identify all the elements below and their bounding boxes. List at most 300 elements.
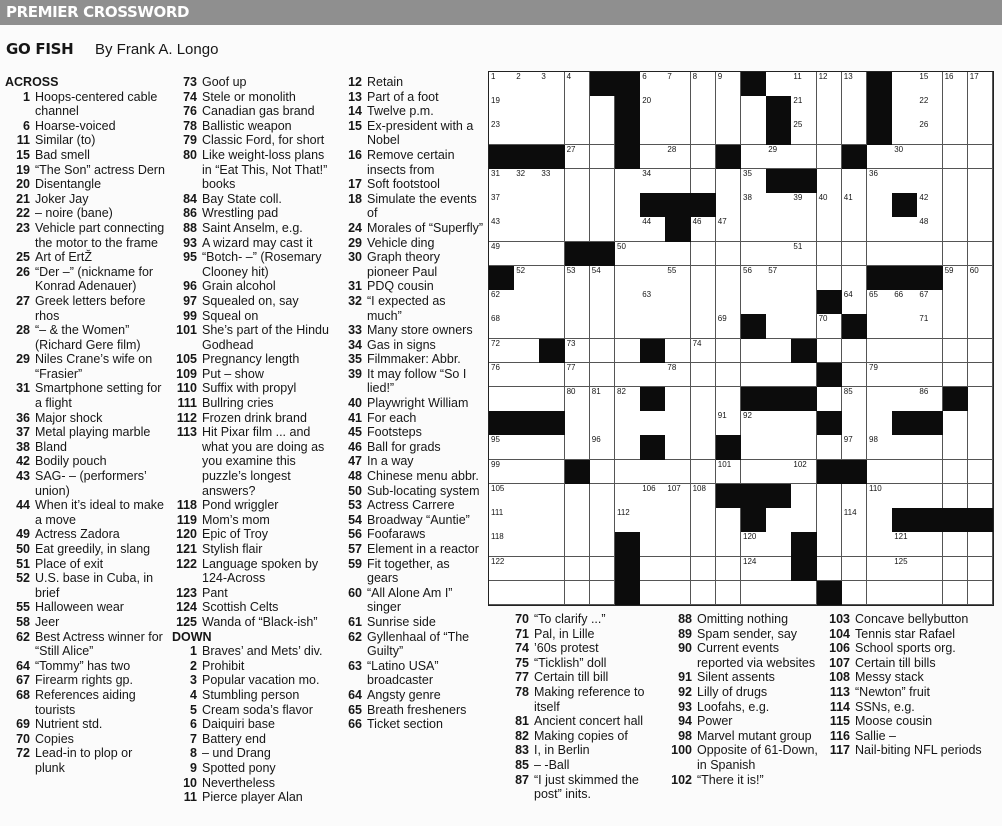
grid-cell[interactable] (489, 314, 515, 339)
grid-cell[interactable] (640, 145, 666, 170)
grid-cell[interactable] (691, 266, 717, 291)
grid-cell[interactable] (968, 145, 994, 170)
grid-cell[interactable] (615, 266, 641, 291)
grid-cell[interactable] (716, 387, 742, 412)
grid-cell[interactable] (791, 460, 817, 485)
grid-cell[interactable] (691, 96, 717, 121)
grid-cell[interactable] (943, 484, 969, 509)
grid-cell[interactable] (943, 460, 969, 485)
grid-cell[interactable] (741, 460, 767, 485)
grid-cell[interactable] (817, 266, 843, 291)
grid-cell[interactable] (640, 169, 666, 194)
grid-cell[interactable] (892, 290, 918, 315)
grid-cell[interactable] (741, 557, 767, 582)
grid-cell[interactable] (565, 411, 591, 436)
grid-cell[interactable] (791, 435, 817, 460)
grid-cell[interactable] (489, 532, 515, 557)
grid-cell[interactable] (766, 532, 792, 557)
grid-cell[interactable] (716, 266, 742, 291)
grid-cell[interactable] (514, 532, 540, 557)
grid-cell[interactable] (665, 532, 691, 557)
grid-cell[interactable] (640, 266, 666, 291)
grid-cell[interactable] (892, 169, 918, 194)
grid-cell[interactable] (791, 411, 817, 436)
grid-cell[interactable] (892, 557, 918, 582)
grid-cell[interactable] (766, 411, 792, 436)
grid-cell[interactable] (766, 363, 792, 388)
grid-cell[interactable] (640, 508, 666, 533)
grid-cell[interactable] (791, 96, 817, 121)
grid-cell[interactable] (665, 435, 691, 460)
grid-cell[interactable] (489, 460, 515, 485)
grid-cell[interactable] (716, 193, 742, 218)
grid-cell[interactable] (514, 484, 540, 509)
grid-cell[interactable] (640, 242, 666, 267)
grid-cell[interactable] (615, 363, 641, 388)
grid-cell[interactable] (968, 435, 994, 460)
grid-cell[interactable] (791, 120, 817, 145)
grid-cell[interactable] (539, 266, 565, 291)
grid-cell[interactable] (514, 217, 540, 242)
grid-cell[interactable] (842, 217, 868, 242)
grid-cell[interactable] (565, 363, 591, 388)
grid-cell[interactable] (943, 557, 969, 582)
grid-cell[interactable] (968, 314, 994, 339)
grid-cell[interactable] (867, 581, 893, 606)
grid-cell[interactable] (565, 193, 591, 218)
grid-cell[interactable] (817, 339, 843, 364)
grid-cell[interactable] (539, 460, 565, 485)
grid-cell[interactable] (590, 387, 616, 412)
grid-cell[interactable] (892, 217, 918, 242)
grid-cell[interactable] (817, 387, 843, 412)
grid-cell[interactable] (968, 460, 994, 485)
grid-cell[interactable] (640, 532, 666, 557)
grid-cell[interactable] (640, 290, 666, 315)
grid-cell[interactable] (716, 581, 742, 606)
grid-cell[interactable] (917, 72, 943, 97)
grid-cell[interactable] (968, 290, 994, 315)
grid-cell[interactable] (766, 72, 792, 97)
grid-cell[interactable] (791, 266, 817, 291)
grid-cell[interactable] (867, 145, 893, 170)
grid-cell[interactable] (842, 411, 868, 436)
grid-cell[interactable] (615, 387, 641, 412)
grid-cell[interactable] (892, 72, 918, 97)
grid-cell[interactable] (590, 266, 616, 291)
grid-cell[interactable] (615, 508, 641, 533)
grid-cell[interactable] (665, 557, 691, 582)
grid-cell[interactable] (766, 145, 792, 170)
grid-cell[interactable] (716, 72, 742, 97)
grid-cell[interactable] (968, 96, 994, 121)
grid-cell[interactable] (817, 242, 843, 267)
grid-cell[interactable] (968, 363, 994, 388)
grid-cell[interactable] (489, 581, 515, 606)
grid-cell[interactable] (691, 435, 717, 460)
grid-cell[interactable] (943, 290, 969, 315)
grid-cell[interactable] (691, 532, 717, 557)
grid-cell[interactable] (917, 242, 943, 267)
grid-cell[interactable] (716, 314, 742, 339)
grid-cell[interactable] (665, 314, 691, 339)
grid-cell[interactable] (615, 314, 641, 339)
grid-cell[interactable] (665, 484, 691, 509)
grid-cell[interactable] (716, 217, 742, 242)
grid-cell[interactable] (565, 290, 591, 315)
grid-cell[interactable] (691, 120, 717, 145)
grid-cell[interactable] (590, 339, 616, 364)
grid-cell[interactable] (917, 387, 943, 412)
grid-cell[interactable] (968, 411, 994, 436)
grid-cell[interactable] (565, 72, 591, 97)
grid-cell[interactable] (565, 145, 591, 170)
grid-cell[interactable] (565, 581, 591, 606)
grid-cell[interactable] (968, 169, 994, 194)
grid-cell[interactable] (741, 145, 767, 170)
grid-cell[interactable] (791, 217, 817, 242)
grid-cell[interactable] (892, 363, 918, 388)
grid-cell[interactable] (817, 169, 843, 194)
grid-cell[interactable] (514, 242, 540, 267)
grid-cell[interactable] (917, 193, 943, 218)
grid-cell[interactable] (817, 435, 843, 460)
grid-cell[interactable] (943, 314, 969, 339)
grid-cell[interactable] (716, 460, 742, 485)
grid-cell[interactable] (867, 484, 893, 509)
grid-cell[interactable] (665, 581, 691, 606)
grid-cell[interactable] (539, 581, 565, 606)
grid-cell[interactable] (892, 435, 918, 460)
grid-cell[interactable] (766, 242, 792, 267)
grid-cell[interactable] (565, 339, 591, 364)
grid-cell[interactable] (766, 314, 792, 339)
grid-cell[interactable] (943, 120, 969, 145)
grid-cell[interactable] (665, 96, 691, 121)
grid-cell[interactable] (817, 532, 843, 557)
grid-cell[interactable] (590, 314, 616, 339)
grid-cell[interactable] (817, 557, 843, 582)
grid-cell[interactable] (590, 435, 616, 460)
grid-cell[interactable] (716, 532, 742, 557)
grid-cell[interactable] (539, 242, 565, 267)
grid-cell[interactable] (741, 169, 767, 194)
grid-cell[interactable] (842, 120, 868, 145)
grid-cell[interactable] (691, 581, 717, 606)
grid-cell[interactable] (565, 387, 591, 412)
grid-cell[interactable] (741, 120, 767, 145)
grid-cell[interactable] (892, 145, 918, 170)
grid-cell[interactable] (489, 557, 515, 582)
grid-cell[interactable] (842, 242, 868, 267)
grid-cell[interactable] (539, 387, 565, 412)
grid-cell[interactable] (691, 387, 717, 412)
grid-cell[interactable] (539, 217, 565, 242)
grid-cell[interactable] (791, 72, 817, 97)
grid-cell[interactable] (741, 435, 767, 460)
grid-cell[interactable] (514, 290, 540, 315)
grid-cell[interactable] (968, 484, 994, 509)
grid-cell[interactable] (565, 557, 591, 582)
grid-cell[interactable] (817, 217, 843, 242)
grid-cell[interactable] (590, 96, 616, 121)
grid-cell[interactable] (791, 193, 817, 218)
grid-cell[interactable] (968, 266, 994, 291)
grid-cell[interactable] (968, 217, 994, 242)
grid-cell[interactable] (489, 387, 515, 412)
grid-cell[interactable] (817, 314, 843, 339)
grid-cell[interactable] (842, 508, 868, 533)
grid-cell[interactable] (590, 169, 616, 194)
grid-cell[interactable] (892, 242, 918, 267)
grid-cell[interactable] (665, 266, 691, 291)
grid-cell[interactable] (590, 532, 616, 557)
grid-cell[interactable] (640, 581, 666, 606)
grid-cell[interactable] (817, 72, 843, 97)
grid-cell[interactable] (539, 484, 565, 509)
grid-cell[interactable] (514, 339, 540, 364)
grid-cell[interactable] (817, 193, 843, 218)
grid-cell[interactable] (665, 290, 691, 315)
grid-cell[interactable] (892, 120, 918, 145)
grid-cell[interactable] (791, 242, 817, 267)
grid-cell[interactable] (489, 484, 515, 509)
grid-cell[interactable] (640, 314, 666, 339)
grid-cell[interactable] (489, 217, 515, 242)
grid-cell[interactable] (615, 169, 641, 194)
grid-cell[interactable] (640, 217, 666, 242)
grid-cell[interactable] (716, 508, 742, 533)
grid-cell[interactable] (741, 217, 767, 242)
grid-cell[interactable] (489, 363, 515, 388)
grid-cell[interactable] (691, 169, 717, 194)
grid-cell[interactable] (968, 387, 994, 412)
grid-cell[interactable] (867, 169, 893, 194)
grid-cell[interactable] (766, 339, 792, 364)
grid-cell[interactable] (943, 581, 969, 606)
grid-cell[interactable] (640, 460, 666, 485)
grid-cell[interactable] (968, 72, 994, 97)
grid-cell[interactable] (968, 193, 994, 218)
grid-cell[interactable] (791, 314, 817, 339)
grid-cell[interactable] (716, 242, 742, 267)
grid-cell[interactable] (691, 411, 717, 436)
grid-cell[interactable] (539, 169, 565, 194)
grid-cell[interactable] (943, 266, 969, 291)
grid-cell[interactable] (539, 290, 565, 315)
grid-cell[interactable] (565, 508, 591, 533)
grid-cell[interactable] (539, 532, 565, 557)
grid-cell[interactable] (817, 120, 843, 145)
grid-cell[interactable] (842, 72, 868, 97)
grid-cell[interactable] (665, 72, 691, 97)
grid-cell[interactable] (615, 217, 641, 242)
grid-cell[interactable] (640, 557, 666, 582)
grid-cell[interactable] (867, 314, 893, 339)
grid-cell[interactable] (867, 435, 893, 460)
grid-cell[interactable] (842, 266, 868, 291)
grid-cell[interactable] (791, 484, 817, 509)
grid-cell[interactable] (590, 145, 616, 170)
grid-cell[interactable] (539, 72, 565, 97)
grid-cell[interactable] (741, 242, 767, 267)
grid-cell[interactable] (917, 532, 943, 557)
grid-cell[interactable] (489, 96, 515, 121)
grid-cell[interactable] (590, 508, 616, 533)
grid-cell[interactable] (766, 193, 792, 218)
grid-cell[interactable] (842, 581, 868, 606)
grid-cell[interactable] (716, 557, 742, 582)
grid-cell[interactable] (766, 460, 792, 485)
grid-cell[interactable] (514, 193, 540, 218)
grid-cell[interactable] (917, 314, 943, 339)
grid-cell[interactable] (842, 169, 868, 194)
grid-cell[interactable] (741, 266, 767, 291)
grid-cell[interactable] (867, 508, 893, 533)
grid-cell[interactable] (968, 120, 994, 145)
grid-cell[interactable] (590, 484, 616, 509)
grid-cell[interactable] (539, 557, 565, 582)
grid-cell[interactable] (514, 557, 540, 582)
grid-cell[interactable] (791, 581, 817, 606)
grid-cell[interactable] (968, 581, 994, 606)
grid-cell[interactable] (741, 339, 767, 364)
grid-cell[interactable] (539, 314, 565, 339)
grid-cell[interactable] (691, 363, 717, 388)
grid-cell[interactable] (489, 435, 515, 460)
grid-cell[interactable] (943, 96, 969, 121)
grid-cell[interactable] (867, 557, 893, 582)
grid-cell[interactable] (842, 290, 868, 315)
grid-cell[interactable] (691, 557, 717, 582)
grid-cell[interactable] (565, 532, 591, 557)
grid-cell[interactable] (514, 314, 540, 339)
grid-cell[interactable] (489, 169, 515, 194)
grid-cell[interactable] (892, 484, 918, 509)
grid-cell[interactable] (791, 145, 817, 170)
grid-cell[interactable] (489, 339, 515, 364)
grid-cell[interactable] (892, 96, 918, 121)
grid-cell[interactable] (514, 120, 540, 145)
grid-cell[interactable] (917, 339, 943, 364)
grid-cell[interactable] (640, 72, 666, 97)
grid-cell[interactable] (691, 460, 717, 485)
grid-cell[interactable] (867, 339, 893, 364)
grid-cell[interactable] (917, 460, 943, 485)
grid-cell[interactable] (817, 508, 843, 533)
grid-cell[interactable] (514, 460, 540, 485)
grid-cell[interactable] (943, 339, 969, 364)
grid-cell[interactable] (943, 532, 969, 557)
grid-cell[interactable] (917, 169, 943, 194)
grid-cell[interactable] (590, 411, 616, 436)
grid-cell[interactable] (615, 484, 641, 509)
grid-cell[interactable] (842, 484, 868, 509)
grid-cell[interactable] (539, 96, 565, 121)
grid-cell[interactable] (892, 314, 918, 339)
grid-cell[interactable] (665, 169, 691, 194)
grid-cell[interactable] (615, 193, 641, 218)
grid-cell[interactable] (590, 581, 616, 606)
grid-cell[interactable] (665, 242, 691, 267)
grid-cell[interactable] (640, 363, 666, 388)
grid-cell[interactable] (691, 339, 717, 364)
grid-cell[interactable] (892, 532, 918, 557)
grid-cell[interactable] (665, 387, 691, 412)
grid-cell[interactable] (842, 193, 868, 218)
grid-cell[interactable] (565, 96, 591, 121)
grid-cell[interactable] (917, 217, 943, 242)
grid-cell[interactable] (867, 217, 893, 242)
grid-cell[interactable] (917, 145, 943, 170)
grid-cell[interactable] (590, 363, 616, 388)
grid-cell[interactable] (565, 266, 591, 291)
grid-cell[interactable] (615, 290, 641, 315)
grid-cell[interactable] (791, 363, 817, 388)
grid-cell[interactable] (968, 557, 994, 582)
grid-cell[interactable] (867, 363, 893, 388)
grid-cell[interactable] (665, 411, 691, 436)
grid-cell[interactable] (665, 339, 691, 364)
grid-cell[interactable] (716, 290, 742, 315)
grid-cell[interactable] (917, 290, 943, 315)
grid-cell[interactable] (539, 120, 565, 145)
grid-cell[interactable] (514, 508, 540, 533)
grid-cell[interactable] (565, 120, 591, 145)
grid-cell[interactable] (917, 363, 943, 388)
grid-cell[interactable] (514, 96, 540, 121)
grid-cell[interactable] (640, 120, 666, 145)
grid-cell[interactable] (943, 242, 969, 267)
grid-cell[interactable] (489, 242, 515, 267)
grid-cell[interactable] (691, 314, 717, 339)
grid-cell[interactable] (867, 411, 893, 436)
grid-cell[interactable] (590, 120, 616, 145)
grid-cell[interactable] (917, 557, 943, 582)
grid-cell[interactable] (867, 460, 893, 485)
grid-cell[interactable] (691, 508, 717, 533)
grid-cell[interactable] (590, 460, 616, 485)
grid-cell[interactable] (665, 145, 691, 170)
grid-cell[interactable] (741, 363, 767, 388)
grid-cell[interactable] (514, 387, 540, 412)
grid-cell[interactable] (741, 290, 767, 315)
grid-cell[interactable] (867, 193, 893, 218)
grid-cell[interactable] (615, 242, 641, 267)
grid-cell[interactable] (943, 145, 969, 170)
grid-cell[interactable] (766, 557, 792, 582)
grid-cell[interactable] (691, 484, 717, 509)
grid-cell[interactable] (590, 290, 616, 315)
grid-cell[interactable] (539, 435, 565, 460)
grid-cell[interactable] (943, 217, 969, 242)
grid-cell[interactable] (892, 387, 918, 412)
grid-cell[interactable] (842, 387, 868, 412)
grid-cell[interactable] (943, 363, 969, 388)
grid-cell[interactable] (867, 290, 893, 315)
grid-cell[interactable] (615, 411, 641, 436)
grid-cell[interactable] (791, 508, 817, 533)
grid-cell[interactable] (842, 339, 868, 364)
grid-cell[interactable] (766, 266, 792, 291)
grid-cell[interactable] (716, 363, 742, 388)
grid-cell[interactable] (691, 290, 717, 315)
grid-cell[interactable] (716, 169, 742, 194)
grid-cell[interactable] (565, 435, 591, 460)
grid-cell[interactable] (842, 435, 868, 460)
grid-cell[interactable] (892, 460, 918, 485)
grid-cell[interactable] (867, 242, 893, 267)
